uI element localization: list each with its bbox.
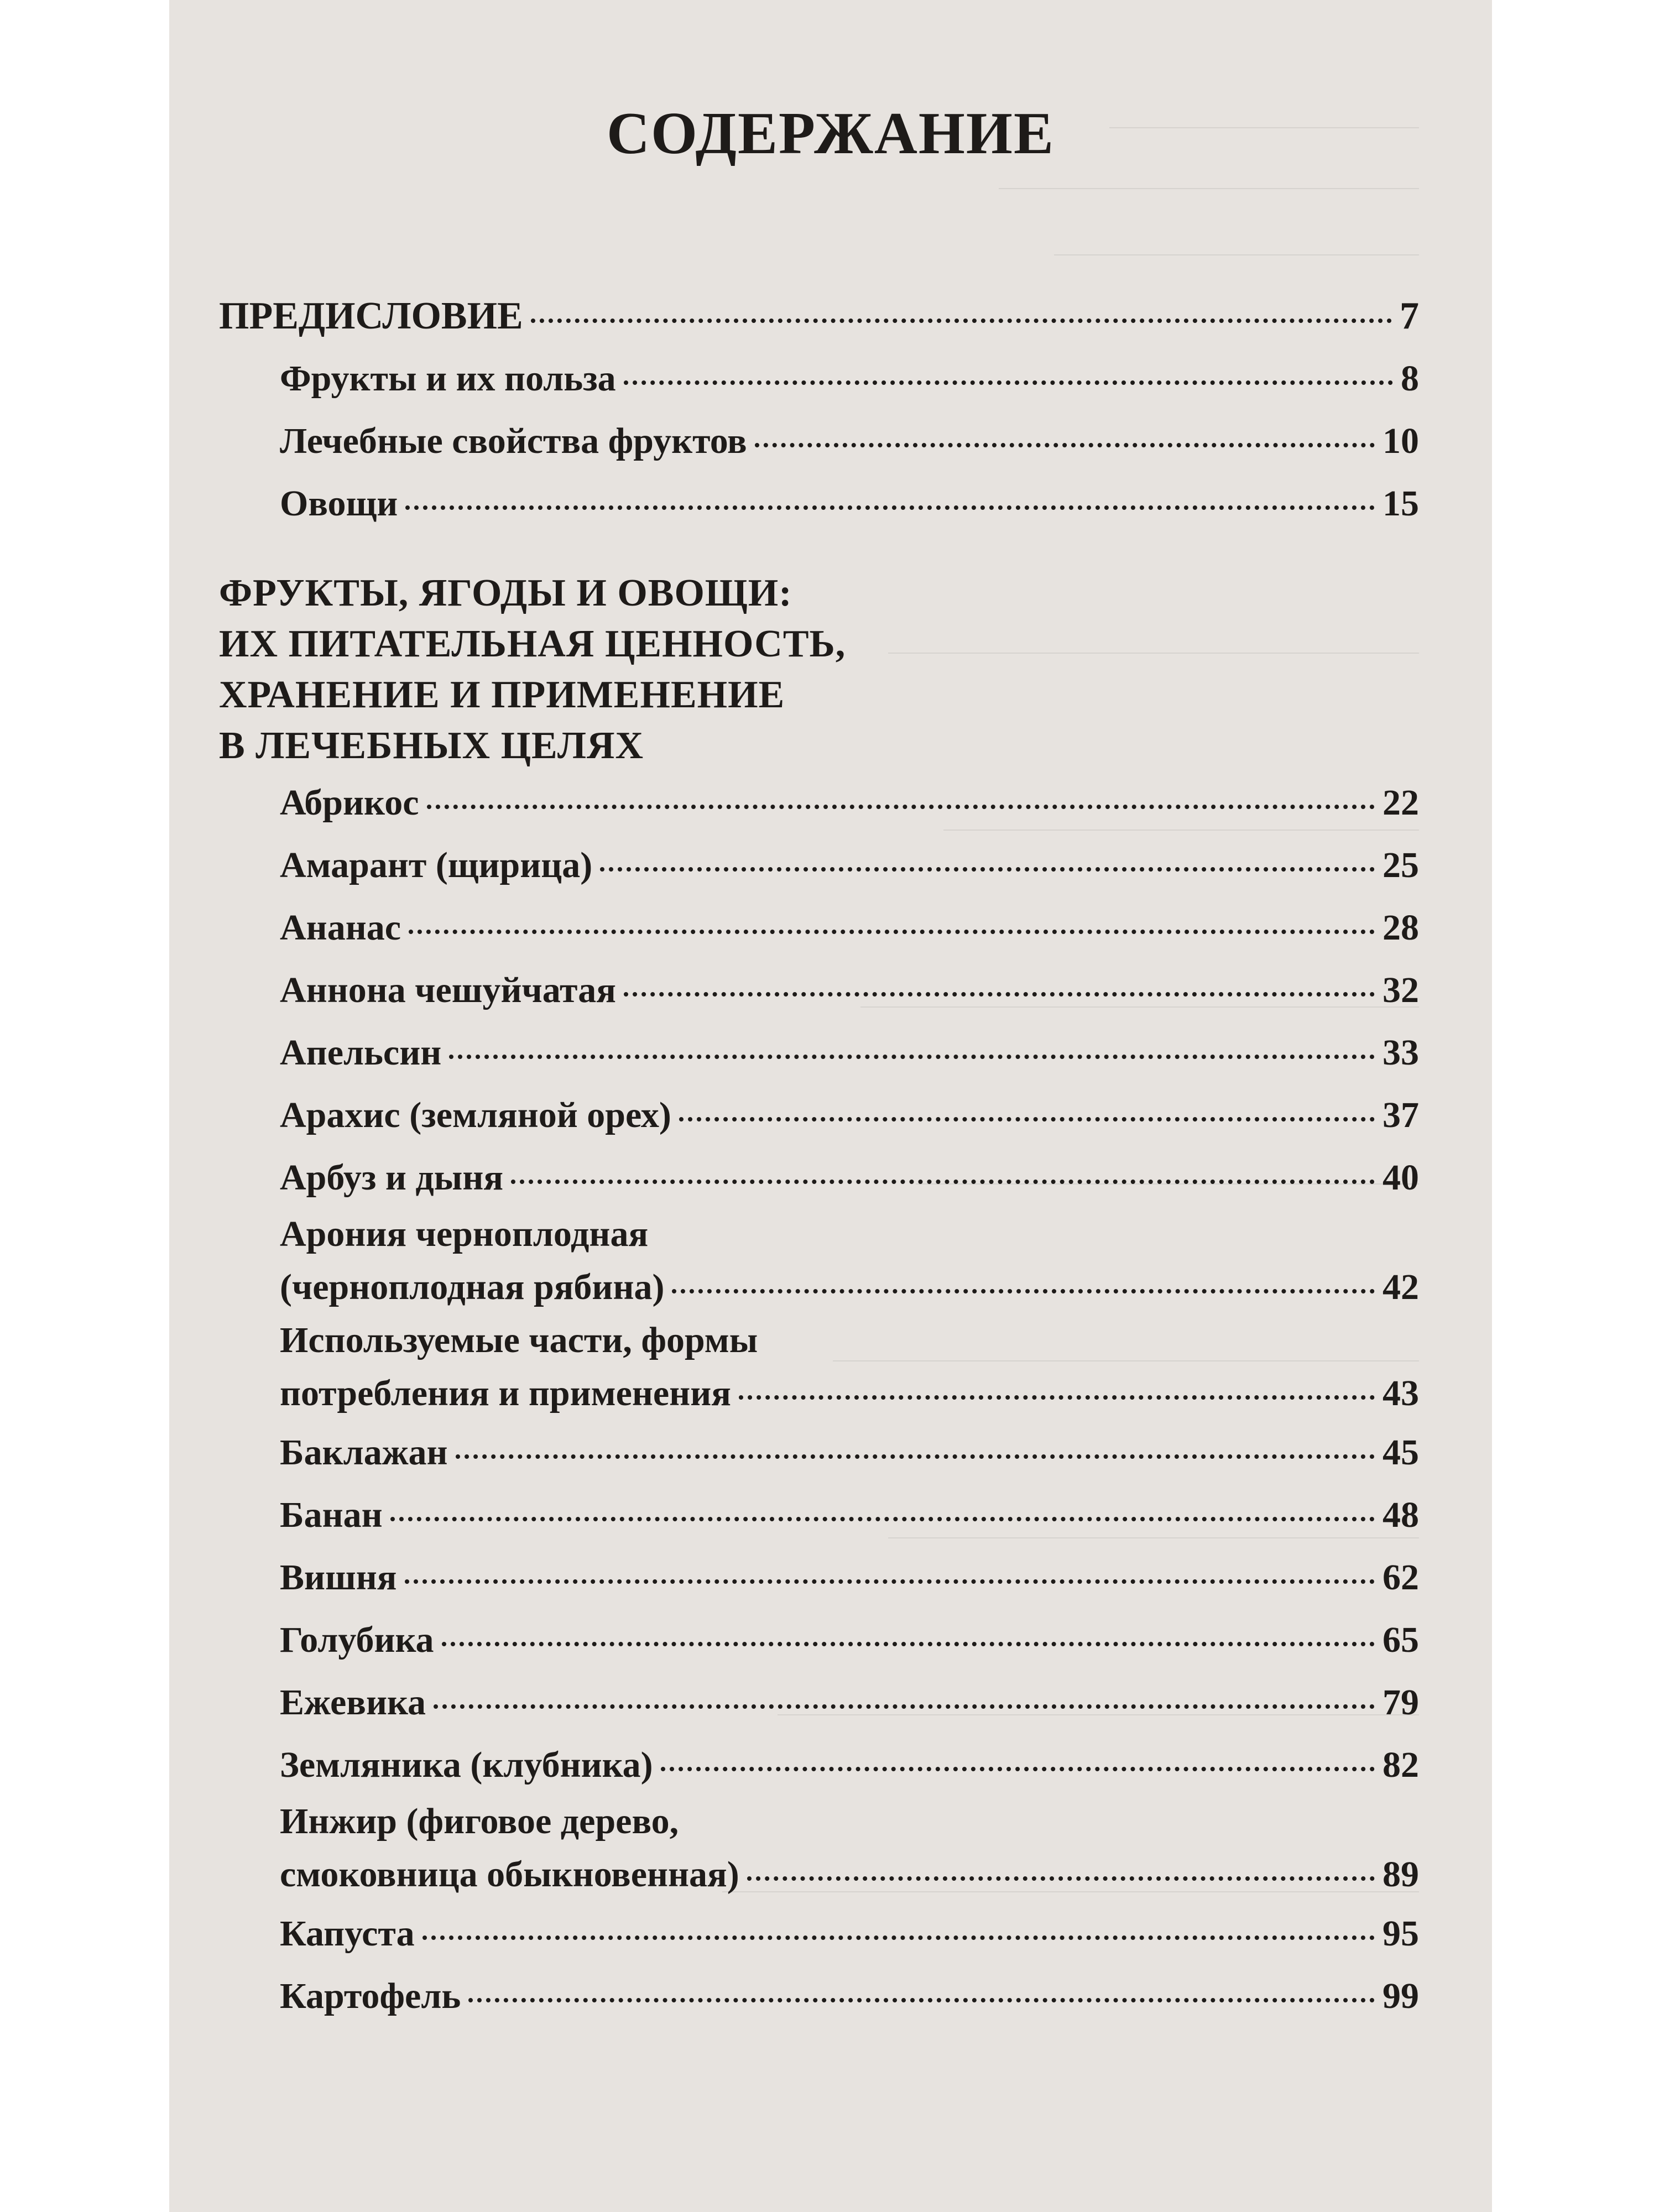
toc-entry-page: 95 — [1383, 1913, 1419, 1954]
toc-entry-page: 48 — [1383, 1495, 1419, 1535]
dot-leader — [468, 1998, 1375, 2002]
toc-entry-label: Фрукты и их польза — [280, 358, 616, 399]
toc-entry[interactable] — [219, 1084, 1419, 1146]
toc-entry[interactable] — [219, 472, 1419, 535]
toc-entry-label: Капуста — [280, 1913, 415, 1954]
toc-entry[interactable] — [219, 1965, 1419, 2027]
toc-entry-page: 43 — [1383, 1373, 1419, 1413]
toc-entry-label: Амарант (щирица) — [280, 845, 593, 885]
toc-entry[interactable] — [219, 1546, 1419, 1609]
toc-entry-label: потребления и применения — [280, 1373, 731, 1413]
page-title: СОДЕРЖАНИЕ — [607, 101, 1055, 166]
toc-entry-label: (черноплодная рябина) — [280, 1267, 665, 1307]
toc-entry-page: 45 — [1383, 1432, 1419, 1473]
dot-leader — [624, 992, 1375, 997]
section-heading-line: ИХ ПИТАТЕЛЬНАЯ ЦЕННОСТЬ, — [219, 623, 846, 665]
section-heading-line: В ЛЕЧЕБНЫХ ЦЕЛЯХ — [219, 724, 644, 767]
toc-entry-page: 79 — [1383, 1682, 1419, 1723]
toc-entry — [219, 1366, 1419, 1421]
toc-entry[interactable] — [219, 1021, 1419, 1084]
toc-entry[interactable] — [219, 1421, 1419, 1484]
dot-leader — [456, 1454, 1375, 1459]
toc-entry-label: ПРЕДИСЛОВИЕ — [219, 295, 523, 337]
section-heading-line: ХРАНЕНИЕ И ПРИМЕНЕНИЕ — [219, 674, 785, 716]
dot-leader — [422, 1936, 1375, 1940]
toc-entry-page: 99 — [1383, 1976, 1419, 2016]
toc-entry-page: 65 — [1383, 1620, 1419, 1660]
toc-entry-page: 10 — [1383, 421, 1419, 461]
toc-entry-label: Ежевика — [280, 1682, 426, 1723]
table-of-contents — [219, 285, 1419, 2027]
toc-entry-label: Банан — [280, 1495, 383, 1535]
dot-leader — [755, 443, 1375, 447]
toc-entry-multiline[interactable] — [219, 1315, 1419, 1421]
toc-entry[interactable] — [219, 959, 1419, 1021]
toc-entry-first-line: Используемые части, формы — [280, 1320, 758, 1360]
dot-leader — [679, 1117, 1375, 1121]
toc-entry[interactable] — [219, 1609, 1419, 1671]
dot-leader — [427, 805, 1375, 809]
toc-entry-label: Баклажан — [280, 1432, 448, 1473]
toc-entry[interactable] — [219, 1671, 1419, 1734]
toc-entry-preface[interactable] — [219, 285, 1419, 347]
toc-entry-page: 8 — [1401, 358, 1419, 399]
dot-leader — [511, 1180, 1375, 1184]
toc-entry-page: 42 — [1383, 1267, 1419, 1307]
toc-entry-page: 22 — [1383, 782, 1419, 823]
toc-entry-label: Ананас — [280, 907, 401, 948]
toc-entry-page: 82 — [1383, 1745, 1419, 1785]
toc-entry — [219, 1847, 1419, 1902]
toc-entry-page: 28 — [1383, 907, 1419, 948]
section-heading-line: ФРУКТЫ, ЯГОДЫ И ОВОЩИ: — [219, 572, 792, 614]
toc-entry-label: Апельсин — [280, 1032, 442, 1073]
toc-entry[interactable] — [219, 1146, 1419, 1209]
toc-entry-page: 25 — [1383, 845, 1419, 885]
toc-entry[interactable] — [219, 410, 1419, 472]
toc-entry-label: Аннона чешуйчатая — [280, 970, 616, 1010]
toc-entry-label: Земляника (клубника) — [280, 1745, 653, 1785]
toc-entry-label: Голубика — [280, 1620, 434, 1660]
toc-entry[interactable] — [219, 896, 1419, 959]
toc-entry[interactable] — [219, 1734, 1419, 1796]
toc-entry-page: 37 — [1383, 1095, 1419, 1135]
toc-entry[interactable] — [219, 771, 1419, 834]
dot-leader — [600, 867, 1375, 872]
dot-leader — [531, 319, 1392, 323]
toc-entry[interactable] — [219, 1484, 1419, 1546]
dot-leader — [624, 380, 1393, 385]
dot-leader — [434, 1704, 1375, 1709]
toc-entry-page: 33 — [1383, 1032, 1419, 1073]
toc-entry-multiline[interactable] — [219, 1209, 1419, 1315]
dot-leader — [405, 1579, 1375, 1584]
toc-entry-label: смоковница обыкновенная) — [280, 1854, 739, 1895]
toc-entry — [219, 1260, 1419, 1315]
toc-entry-first-line: Инжир (фиговое дерево, — [280, 1801, 679, 1841]
toc-entry-multiline[interactable] — [219, 1796, 1419, 1902]
toc-entry-page: 7 — [1400, 295, 1419, 337]
toc-entry[interactable] — [219, 834, 1419, 896]
toc-entry-label: Вишня — [280, 1557, 397, 1598]
toc-entry-label: Лечебные свойства фруктов — [280, 421, 747, 461]
dot-leader — [409, 930, 1375, 934]
toc-entry-page: 62 — [1383, 1557, 1419, 1598]
toc-entry[interactable] — [219, 347, 1419, 410]
toc-entry-page: 40 — [1383, 1157, 1419, 1198]
dot-leader — [405, 505, 1375, 510]
toc-entry-label: Абрикос — [280, 782, 419, 823]
section-heading[interactable] — [219, 568, 1419, 771]
dot-leader — [672, 1289, 1375, 1293]
toc-entry-label: Арбуз и дыня — [280, 1157, 504, 1198]
dot-leader — [661, 1767, 1375, 1771]
dot-leader — [449, 1055, 1375, 1059]
dot-leader — [739, 1395, 1375, 1400]
dot-leader — [390, 1517, 1375, 1521]
toc-entry-label: Овощи — [280, 483, 398, 524]
book-page — [169, 0, 1492, 2212]
toc-entry[interactable] — [219, 1902, 1419, 1965]
toc-entry-label: Картофель — [280, 1976, 461, 2016]
toc-entry-label: Арахис (земляной орех) — [280, 1095, 671, 1135]
toc-entry-page: 89 — [1383, 1854, 1419, 1895]
toc-entry-page: 15 — [1383, 483, 1419, 524]
dot-leader — [442, 1642, 1375, 1646]
toc-entry-first-line: Арония черноплодная — [280, 1214, 649, 1254]
dot-leader — [747, 1876, 1375, 1881]
toc-entry-page: 32 — [1383, 970, 1419, 1010]
